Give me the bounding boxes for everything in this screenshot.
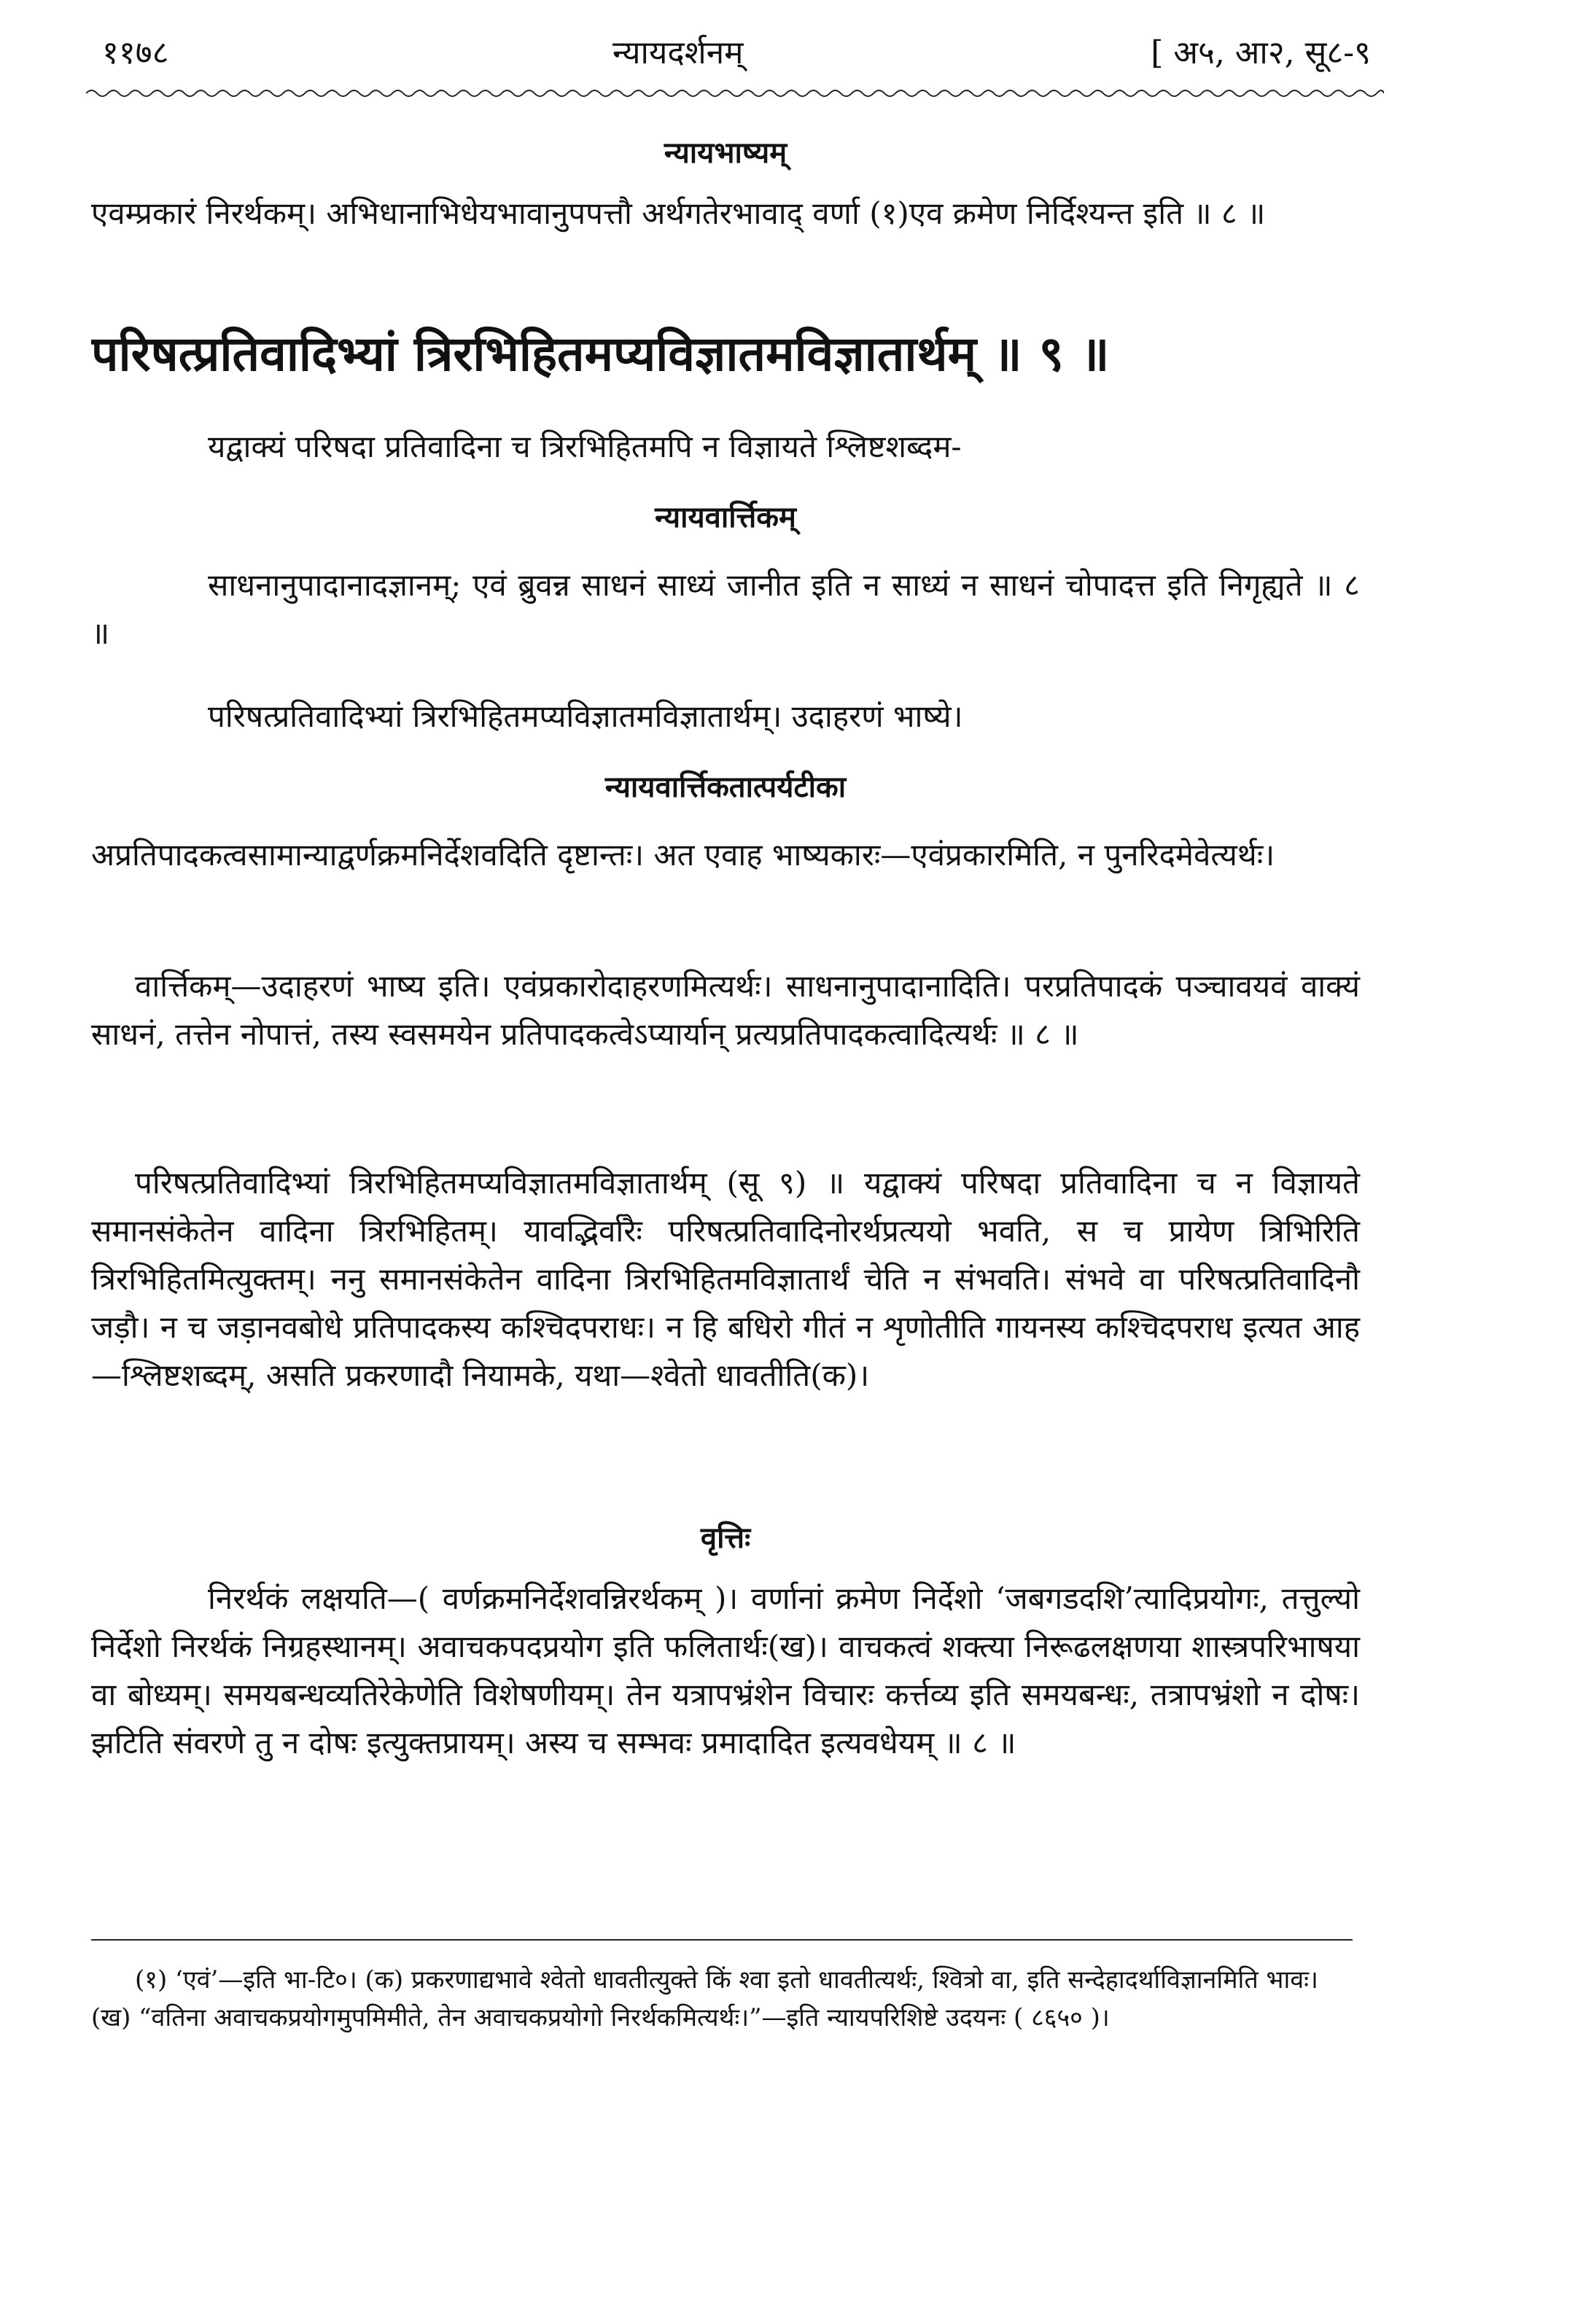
section-reference: [ अ५, आ२, सू८-९: [1151, 34, 1371, 71]
footnotes: (१) ‘एवं’—इति भा-टि०। (क) प्रकरणाद्यभावे श्वेतो धावतीत्युक्ते किं श्वा इतो धावतीत्यर्थः, श्वित्रो वा, इति सन्देहादर्थाविज्ञानमिति भावः। (ख) “वतिना अवाचकप्रयोगमुपमिमीते, तेन अवाचकप्रयोगो निरर्थकमित्यर्थः।”—इति न्यायपरिशिष्टे उदयनः ( ८६५० )।: [91, 1965, 1318, 2032]
vritti-text: निरर्थकं लक्षयति—( वर्णक्रमनिर्देशवन्निरर्थकम् )। वर्णानां क्रमेण निर्देशो ‘जबगडदशि’त्यादिप्रयोगः, तत्तुल्यो निर्देशो निरर्थकं निग्रहस्थानम्। अवाचकपदप्रयोग इति फलितार्थः(ख)। वाचकत्वं शक्त्या निरूढलक्षणया शास्त्रपरिभाषया वा बोध्यम्। समयबन्धव्यतिरेकेणेति विशेषणीयम्। तेन यत्रापभ्रंशेन विचारः कर्त्तव्य इति समयबन्धः, तत्रापभ्रंशो न दोषः। झटिति संवरणे तु न दोषः इत्युक्तप्रायम्। अस्य च सम्भवः प्रमादादित इत्यवधेयम् ॥ ८ ॥: [91, 1580, 1360, 1760]
wavy-divider: [86, 86, 1384, 101]
tika-paragraph-1: अप्रतिपादकत्वसामान्याद्वर्णक्रमनिर्देशवदिति दृष्टान्तः। अत एवाह भाष्यकारः—एवंप्रकारमिति, न पुनरिदमेवेत्यर्थः।: [91, 837, 1275, 873]
footnote-divider: [91, 1939, 1353, 1941]
vartika-sutra-text: परिषत्प्रतिवादिभ्यां त्रिरभिहितमप्यविज्ञातमविज्ञातार्थम्। उदाहरणं भाष्ये।: [208, 698, 963, 734]
tika-paragraph-2: वार्त्तिकम्—उदाहरणं भाष्य इति। एवंप्रकारोदाहरणमित्यर्थः। साधनानुपादानादिति। परप्रतिपादकं पञ्चावयवं वाक्यं साधनं, तत्तेन नोपात्तं, तस्य स्वसमयेन प्रतिपादकत्वेऽप्यार्यान् प्रत्यप्रतिपादकत्वादित्यर्थः ॥ ८ ॥: [91, 968, 1360, 1052]
vritti-heading: वृत्तिः: [700, 1521, 751, 1555]
vartika-heading: न्यायवार्त्तिकम्: [655, 500, 796, 534]
running-header: [87, 29, 1371, 80]
page-number: ११७८: [102, 34, 169, 71]
bhashya-heading: न्यायभाष्यम्: [664, 136, 787, 170]
sutra-heading: परिषत्प्रतिवादिभ्यां त्रिरभिहितमप्यविज्ञातमविज्ञातार्थम् ॥ ९ ॥: [91, 325, 1110, 382]
tika-paragraph-3: परिषत्प्रतिवादिभ्यां त्रिरभिहितमप्यविज्ञातमविज्ञातार्थम् (सू ९) ॥ यद्वाक्यं परिषदा प्रतिवादिना च न विज्ञायते समानसंकेतेन वादिना त्रिरभिहितम्। यावद्भिर्वारैः परिषत्प्रतिवादिनोरर्थप्रत्ययो भवति, स च प्रायेण त्रिभिरिति त्रिरभिहितमित्युक्तम्। ननु समानसंकेतेन वादिना त्रिरभिहितमविज्ञातार्थं चेति न संभवति। संभवे वा परिषत्प्रतिवादिनौ जड़ौ। न च जड़ानवबोधे प्रतिपादकस्य कश्चिदपराधः। न हि बधिरो गीतं न शृणोतीति गायनस्य कश्चिदपराध इत्यत आह—श्लिष्टशब्दम्, असति प्रकरणादौ नियामके, यथा—श्वेतो धावतीति(क)।: [91, 1165, 1360, 1393]
running-title: न्यायदर्शनम्: [612, 34, 744, 71]
sutra-bhashya-text: यद्वाक्यं परिषदा प्रतिवादिना च त्रिरभिहितमपि न विज्ञायते श्लिष्टशब्दम-: [208, 429, 962, 464]
vartika-text: साधनानुपादानादज्ञानम्; एवं ब्रुवन्न साधनं साध्यं जानीत इति न साध्यं न साधनं चोपादत्त इति निगृह्यते ॥ ८ ॥: [91, 567, 1360, 651]
bhashya-text: एवम्प्रकारं निरर्थकम्। अभिधानाभिधेयभावानुपपत्तौ अर्थगतेरभावाद् वर्णा (१)एव क्रमेण निर्दिश्यन्त इति ॥ ८ ॥: [91, 195, 1266, 231]
tika-heading: न्यायवार्त्तिकतात्पर्यटीका: [604, 770, 847, 804]
